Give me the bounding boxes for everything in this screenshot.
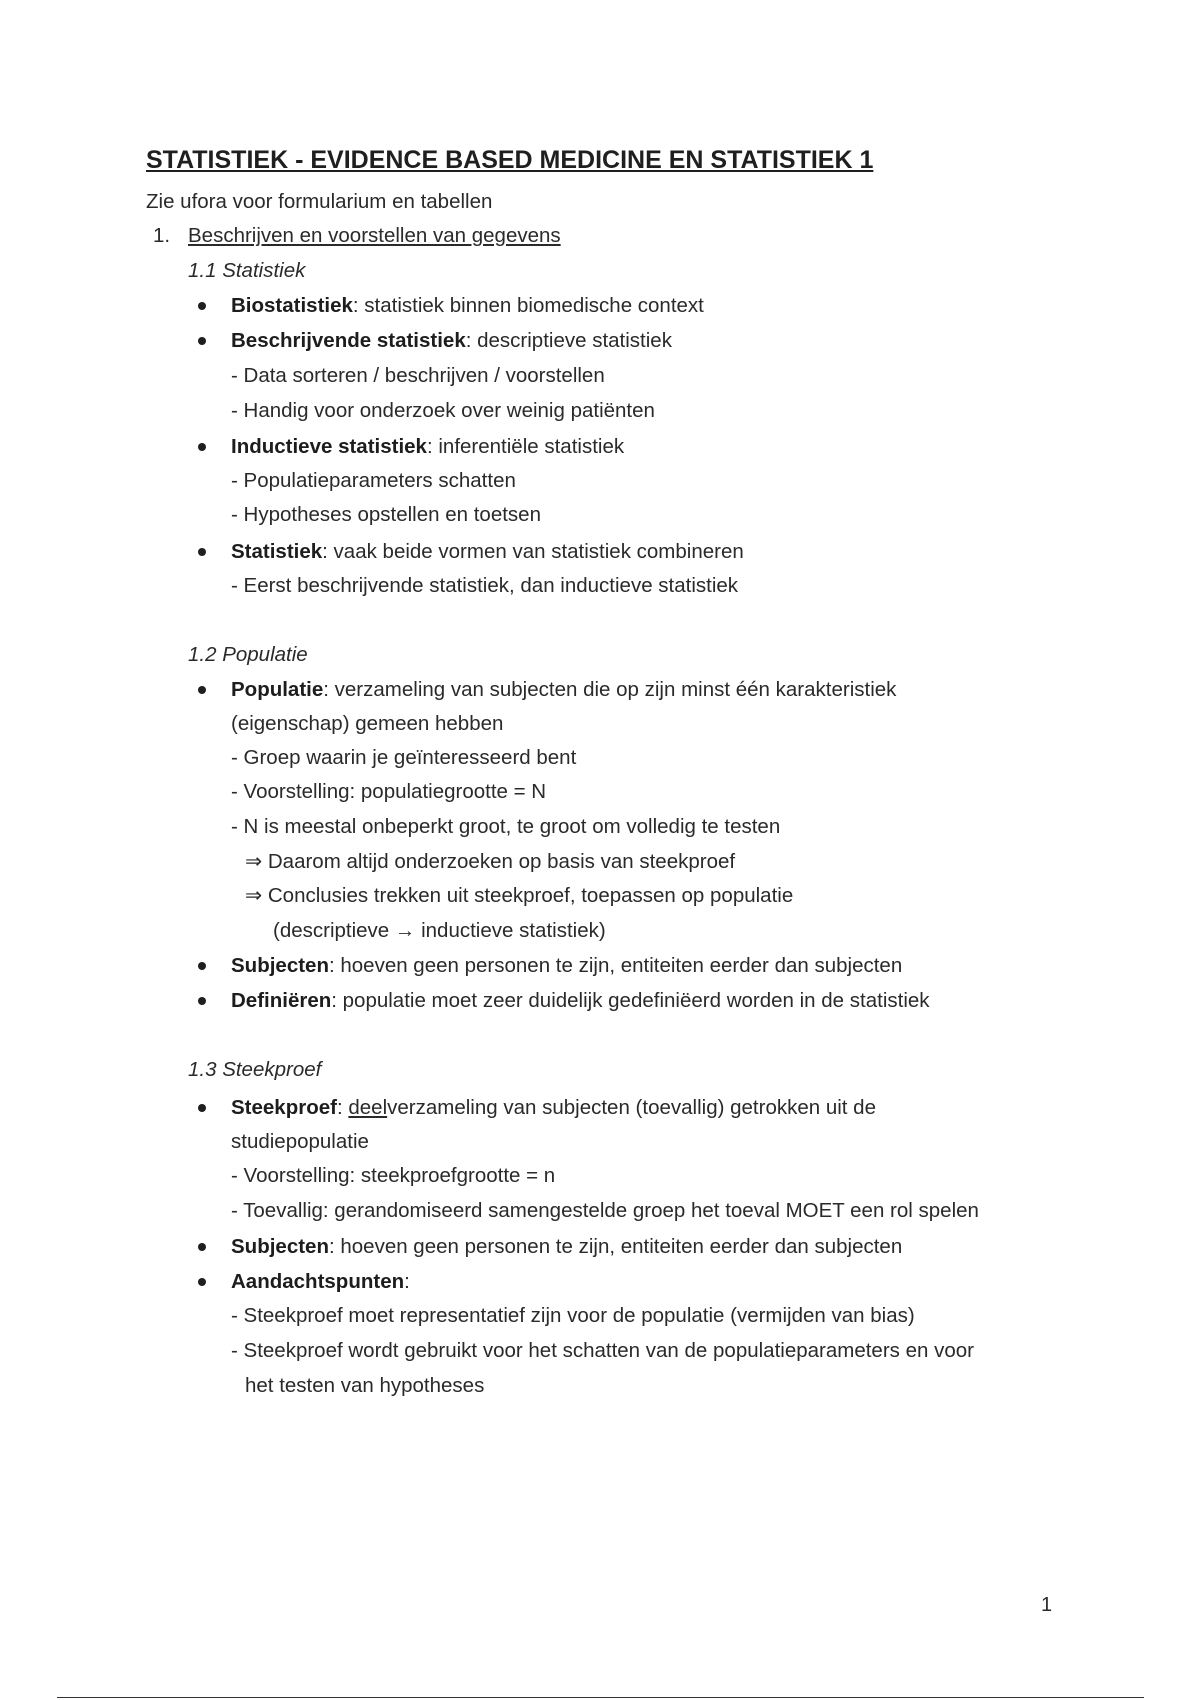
list-item-steekproef: Steekproef: deelverzameling van subjecten (toevallig) getrokken uit de — [231, 1096, 876, 1119]
bullet-dot — [198, 1243, 206, 1251]
arrow-item: ⇒ Daarom altijd onderzoeken op basis van steekproef — [245, 850, 736, 873]
list-item-biostatistiek: Biostatistiek: statistiek binnen biomedische context — [231, 294, 704, 317]
footer-divider — [57, 1697, 1144, 1698]
page-number: 1 — [1041, 1594, 1053, 1616]
bullet-dot — [198, 548, 206, 556]
bullet-dot — [198, 997, 206, 1005]
list-item-continuation: (eigenschap) gemeen hebben — [231, 712, 504, 735]
arrow-item-continuation: (descriptieve → inductieve statistiek) — [273, 919, 606, 942]
sub-item: - Eerst beschrijvende statistiek, dan inductieve statistiek — [231, 574, 739, 597]
sub-item: - N is meestal onbeperkt groot, te groot om volledig te testen — [231, 815, 781, 838]
sub-item: - Toevallig: gerandomiseerd samengestelde groep het toeval MOET een rol spelen — [231, 1199, 979, 1222]
sub-item: - Hypotheses opstellen en toetsen — [231, 503, 541, 526]
document-title: STATISTIEK - EVIDENCE BASED MEDICINE EN STATISTIEK 1 — [146, 146, 874, 174]
sub-item: - Steekproef moet representatief zijn voor de populatie (vermijden van bias) — [231, 1304, 915, 1327]
list-item-populatie: Populatie: verzameling van subjecten die op zijn minst één karakteristiek — [231, 678, 897, 701]
section-number: 1. — [153, 224, 171, 247]
list-item-beschrijvende: Beschrijvende statistiek: descriptieve statistiek — [231, 329, 672, 352]
sub-item: - Data sorteren / beschrijven / voorstellen — [231, 364, 605, 387]
subsection-heading-statistiek: 1.1 Statistiek — [188, 259, 306, 282]
sub-item: - Populatieparameters schatten — [231, 469, 516, 492]
list-item-inductieve: Inductieve statistiek: inferentiële statistiek — [231, 435, 625, 458]
subsection-heading-populatie: 1.2 Populatie — [188, 643, 308, 666]
bullet-dot — [198, 686, 206, 694]
bullet-dot — [198, 443, 206, 451]
bullet-dot — [198, 1104, 206, 1112]
bullet-dot — [198, 337, 206, 345]
list-item-aandachtspunten: Aandachtspunten: — [231, 1270, 410, 1293]
subsection-heading-steekproef: 1.3 Steekproef — [188, 1058, 322, 1081]
sub-item: - Handig voor onderzoek over weinig patiënten — [231, 399, 655, 422]
list-item-subjecten: Subjecten: hoeven geen personen te zijn, entiteiten eerder dan subjecten — [231, 1235, 903, 1258]
bullet-dot — [198, 302, 206, 310]
list-item-definieren: Definiëren: populatie moet zeer duidelijk gedefiniëerd worden in de statistiek — [231, 989, 930, 1012]
bullet-dot — [198, 1278, 206, 1286]
list-item-continuation: studiepopulatie — [231, 1130, 369, 1153]
arrow-item: ⇒ Conclusies trekken uit steekproef, toepassen op populatie — [245, 884, 794, 907]
sub-item: - Steekproef wordt gebruikt voor het schatten van de populatieparameters en voor — [231, 1339, 974, 1362]
intro-text: Zie ufora voor formularium en tabellen — [146, 190, 493, 213]
sub-item: - Voorstelling: populatiegrootte = N — [231, 780, 547, 803]
sub-item: - Groep waarin je geïnteresseerd bent — [231, 746, 577, 769]
section-title: Beschrijven en voorstellen van gegevens — [188, 224, 561, 247]
list-item-statistiek: Statistiek: vaak beide vormen van statistiek combineren — [231, 540, 744, 563]
sub-item-continuation: het testen van hypotheses — [245, 1374, 485, 1397]
sub-item: - Voorstelling: steekproefgrootte = n — [231, 1164, 556, 1187]
bullet-dot — [198, 962, 206, 970]
list-item-subjecten: Subjecten: hoeven geen personen te zijn, entiteiten eerder dan subjecten — [231, 954, 903, 977]
